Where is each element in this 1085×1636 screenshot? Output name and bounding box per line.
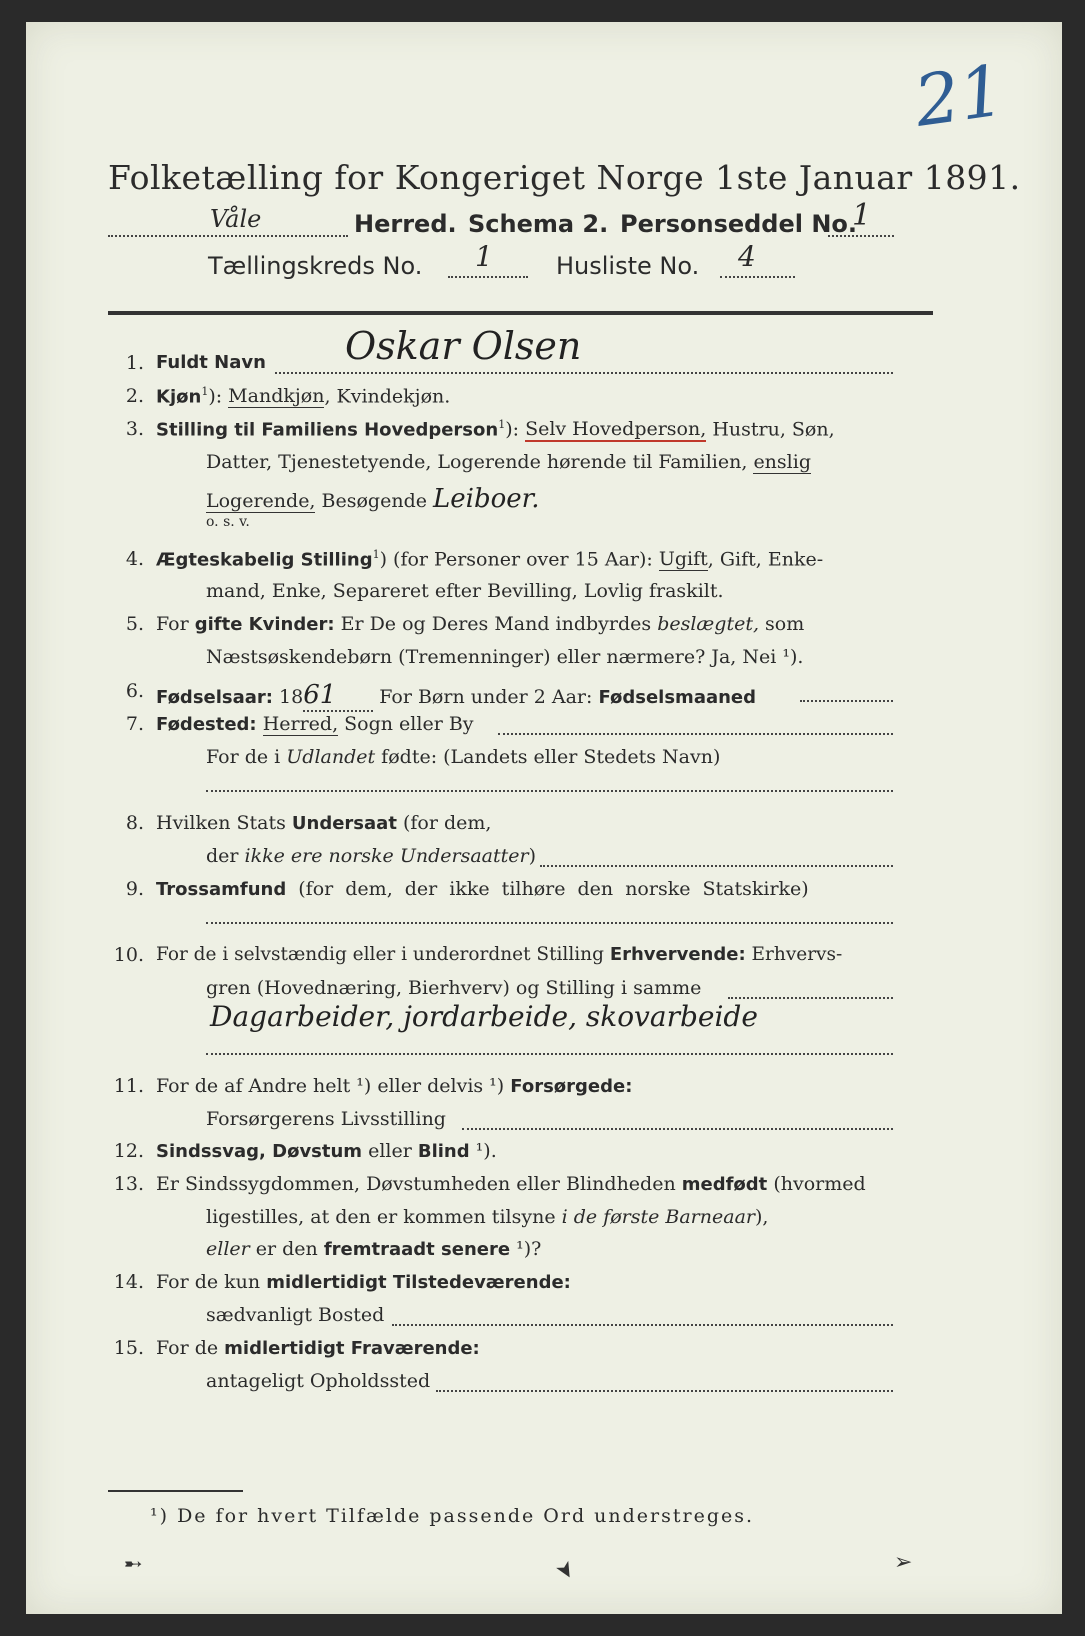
q13-number: 13. [113, 1173, 144, 1195]
q15-line-2: antageligt Opholdssted [206, 1370, 431, 1392]
q3-option-selv: Selv Hovedperson, [525, 418, 707, 441]
kreds-value: 1 [475, 240, 493, 273]
footnote: ¹) De for hvert Tilfælde passende Ord understreges. [150, 1505, 755, 1527]
q8-line-2: der ikke ere norske Undersaatter) [206, 845, 536, 867]
q3-option-enslig: enslig [753, 451, 811, 473]
personseddel-value: 1 [852, 198, 872, 233]
husliste-value: 4 [738, 240, 756, 273]
q8-line-1: Hvilken Stats Undersaat (for dem, [156, 812, 492, 834]
q7-option-herred: Herred, [262, 713, 339, 735]
q9-dotted-line [206, 922, 893, 924]
personseddel-dotted-line [828, 235, 894, 237]
q2-option-mandkjon: Mandkjøn [228, 385, 325, 408]
q6-line: Fødselsaar: 1861 For Børn under 2 Aar: Fødselsmaaned [156, 680, 757, 710]
q7-line-2: For de i Udlandet fødte: (Landets eller Stedets Navn) [206, 746, 721, 768]
q5-number: 5. [125, 613, 144, 635]
husliste-label: Husliste No. [556, 252, 700, 280]
q1-dotted-line [275, 372, 893, 374]
q5-line-1: For gifte Kvinder: Er De og Deres Mand indbyrdes beslægtet, som [156, 613, 805, 635]
q10-line-1: For de i selvstændig eller i underordnet Stilling Erhvervende: Erhvervs- [156, 944, 843, 965]
footnote-rule [108, 1490, 243, 1492]
q13-line-2: ligestilles, at den er kommen tilsyne i de første Barneaar), [206, 1206, 769, 1228]
header-rule [108, 311, 933, 315]
q15-number: 15. [113, 1337, 144, 1359]
kreds-label: Tællingskreds No. [208, 252, 423, 280]
binding-mark-center: ➤ [549, 1556, 581, 1585]
q15-dotted-line [436, 1390, 893, 1392]
herred-value: Våle [210, 205, 262, 233]
q3-line-3: Logerende, Besøgende Leiboer. [206, 484, 540, 514]
q1-name-value: Oskar Olsen [345, 324, 582, 368]
herred-label: Herred. [354, 210, 457, 238]
q3-handwritten-leiboer: Leiboer. [433, 484, 540, 514]
q8-dotted-line [540, 865, 893, 867]
q1-number: 1. [125, 352, 144, 374]
personseddel-label: Personseddel No. [620, 210, 858, 238]
q7-dotted-line-1 [498, 733, 893, 735]
q7-line-1: Fødested: Herred, Sogn eller By [156, 713, 474, 735]
q11-line-1: For de af Andre helt ¹) eller delvis ¹) Forsørgede: [156, 1075, 633, 1097]
page-number-handwritten: 21 [909, 49, 1010, 143]
husliste-dotted-line [720, 276, 795, 278]
q5-line-2: Næstsøskendebørn (Tremenninger) eller nærmere? Ja, Nei ¹). [206, 646, 804, 668]
herred-dotted-line [108, 235, 348, 237]
q4-number: 4. [125, 548, 144, 570]
q6-number: 6. [125, 680, 144, 702]
q4-line-1: Ægteskabelig Stilling$^1$) (for Personer over 15 Aar): Ugift, Gift, Enke- [156, 548, 824, 571]
binding-mark-left: ➸ [124, 1552, 143, 1577]
q3-osv: o. s. v. [206, 514, 250, 530]
q2-line: Kjøn$^1$): Mandkjøn, Kvindekjøn. [156, 385, 451, 408]
q7-number: 7. [125, 713, 144, 735]
kreds-dotted-line [448, 276, 528, 278]
q10-dotted-line-1 [728, 997, 893, 999]
q6-year-value: 61 [303, 680, 373, 712]
q15-line-1: For de midlertidigt Fraværende: [156, 1337, 480, 1359]
q12-line: Sindssvag, Døvstum eller Blind ¹). [156, 1140, 497, 1162]
q3-number: 3. [125, 418, 144, 440]
q14-line-1: For de kun midlertidigt Tilstedeværende: [156, 1271, 571, 1293]
q3-option-logerende: Logerende, [206, 490, 316, 512]
binding-mark-right: ➢ [894, 1550, 913, 1575]
q3-line-1: Stilling til Familiens Hovedperson$^1$): Selv Hovedperson, Hustru, Søn, [156, 418, 835, 441]
q4-option-ugift: Ugift [658, 548, 708, 571]
q11-line-2: Forsørgerens Livsstilling [206, 1108, 446, 1130]
q2-number: 2. [125, 385, 144, 407]
q10-line-2: gren (Hovednæring, Bierhverv) og Stilling i samme [206, 977, 702, 999]
q1-label: Fuldt Navn [156, 352, 266, 373]
q11-dotted-line [462, 1128, 893, 1130]
q11-number: 11. [113, 1075, 144, 1097]
q9-line: Trossamfund (for dem, der ikke tilhøre den norske Statskirke) [156, 878, 809, 900]
q4-line-2: mand, Enke, Separeret efter Bevilling, Lovlig fraskilt. [206, 580, 724, 602]
q14-dotted-line [392, 1324, 893, 1326]
form-title: Folketælling for Kongeriget Norge 1ste Januar 1891. [108, 158, 1021, 197]
q9-number: 9. [125, 878, 144, 900]
q14-number: 14. [113, 1271, 144, 1293]
q3-line-2: Datter, Tjenestetyende, Logerende hørende til Familien, enslig [206, 451, 811, 473]
q7-dotted-line-2 [206, 790, 893, 792]
q10-number: 10. [113, 944, 144, 966]
q13-line-3: eller er den fremtraadt senere ¹)? [206, 1238, 542, 1260]
q6-dotted-line [800, 700, 893, 702]
q8-number: 8. [125, 812, 144, 834]
q10-handwritten-occupation: Dagarbeider, jordarbeide, skovarbeide [210, 1000, 758, 1033]
schema-label: Schema 2. [468, 210, 609, 238]
q13-line-1: Er Sindssygdommen, Døvstumheden eller Blindheden medfødt (hvormed [156, 1173, 866, 1195]
q14-line-2: sædvanligt Bosted [206, 1304, 385, 1326]
q12-number: 12. [113, 1140, 144, 1162]
q10-dotted-line-2 [206, 1053, 893, 1055]
